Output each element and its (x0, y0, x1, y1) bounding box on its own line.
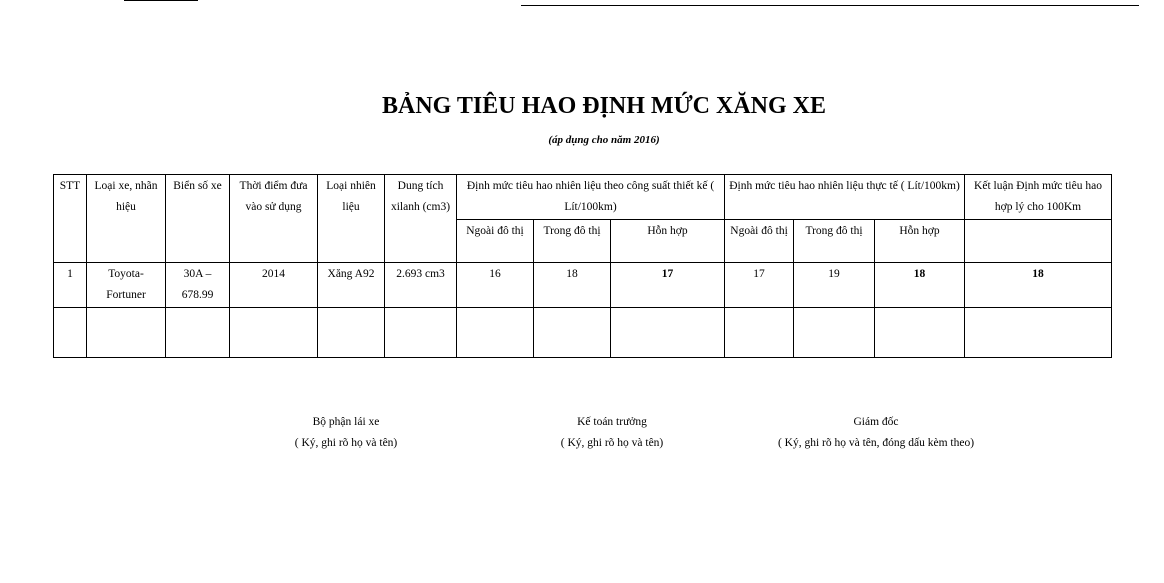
empty-cell (318, 308, 385, 358)
cell-tt-hon-hop: 18 (875, 263, 965, 308)
signature-note: ( Ký, ghi rõ họ và tên) (560, 437, 664, 449)
cell-nhien-lieu: Xăng A92 (318, 263, 385, 308)
signature-director (741, 412, 1011, 454)
top-right-rule (521, 5, 1139, 6)
header-bien-so: Biển số xe (166, 175, 230, 263)
header-tk-hon-hop: Hỗn hợp (611, 220, 725, 263)
header-dinh-muc-thiet-ke: Định mức tiêu hao nhiên liệu theo công suất thiết kế ( Lít/100km) (457, 175, 725, 220)
cell-loai-xe: Toyota-Fortuner (87, 263, 166, 308)
empty-cell (166, 308, 230, 358)
cell-tt-trong: 19 (794, 263, 875, 308)
document-subtitle: (áp dụng cho năm 2016) (548, 134, 660, 146)
header-loai-xe: Loại xe, nhãn hiệu (87, 175, 166, 263)
header-nhien-lieu: Loại nhiên liệu (318, 175, 385, 263)
cell-dung-tich: 2.693 cm3 (385, 263, 457, 308)
signature-role: Bộ phận lái xe (312, 416, 380, 428)
empty-cell (965, 308, 1112, 358)
empty-cell (875, 308, 965, 358)
empty-cell (457, 308, 534, 358)
header-tt-hon-hop: Hỗn hợp (875, 220, 965, 263)
cell-tt-ngoai: 17 (725, 263, 794, 308)
signature-note: ( Ký, ghi rõ họ và tên) (294, 437, 398, 449)
empty-cell (794, 308, 875, 358)
header-thoi-diem: Thời điểm đưa vào sử dụng (230, 175, 318, 263)
table-row-empty (54, 308, 1112, 358)
empty-cell (385, 308, 457, 358)
empty-cell (611, 308, 725, 358)
empty-cell (534, 308, 611, 358)
header-row-1 (54, 175, 1112, 220)
signature-chief-accountant (512, 412, 712, 454)
signature-role: Kế toán trưởng (577, 416, 647, 428)
cell-tk-hon-hop: 17 (611, 263, 725, 308)
empty-cell (230, 308, 318, 358)
cell-tk-ngoai: 16 (457, 263, 534, 308)
cell-tk-trong: 18 (534, 263, 611, 308)
top-left-rule (124, 0, 198, 1)
empty-cell (54, 308, 87, 358)
header-stt: STT (54, 175, 87, 263)
header-tk-trong-do-thi: Trong đô thị (534, 220, 611, 263)
document-title: BẢNG TIÊU HAO ĐỊNH MỨC XĂNG XE (381, 93, 827, 119)
header-ket-luan-blank (965, 220, 1112, 263)
signature-driver (246, 412, 446, 454)
signature-note: ( Ký, ghi rõ họ và tên, đóng dấu kèm theo) (777, 437, 975, 449)
header-tt-ngoai-do-thi: Ngoài đô thị (725, 220, 794, 263)
empty-cell (87, 308, 166, 358)
header-dung-tich: Dung tích xilanh (cm3) (385, 175, 457, 263)
cell-stt: 1 (54, 263, 87, 308)
cell-bien-so: 30A – 678.99 (166, 263, 230, 308)
table-row (54, 263, 1112, 308)
header-ket-luan: Kết luận Định mức tiêu hao hợp lý cho 100Km (965, 175, 1112, 220)
header-tt-trong-do-thi: Trong đô thị (794, 220, 875, 263)
fuel-consumption-table (53, 174, 1112, 358)
cell-thoi-diem: 2014 (230, 263, 318, 308)
signature-role: Giám đốc (853, 416, 899, 428)
cell-ket-luan: 18 (965, 263, 1112, 308)
empty-cell (725, 308, 794, 358)
header-tk-ngoai-do-thi: Ngoài đô thị (457, 220, 534, 263)
header-dinh-muc-thuc-te: Định mức tiêu hao nhiên liệu thực tế ( Lít/100km) (725, 175, 965, 220)
